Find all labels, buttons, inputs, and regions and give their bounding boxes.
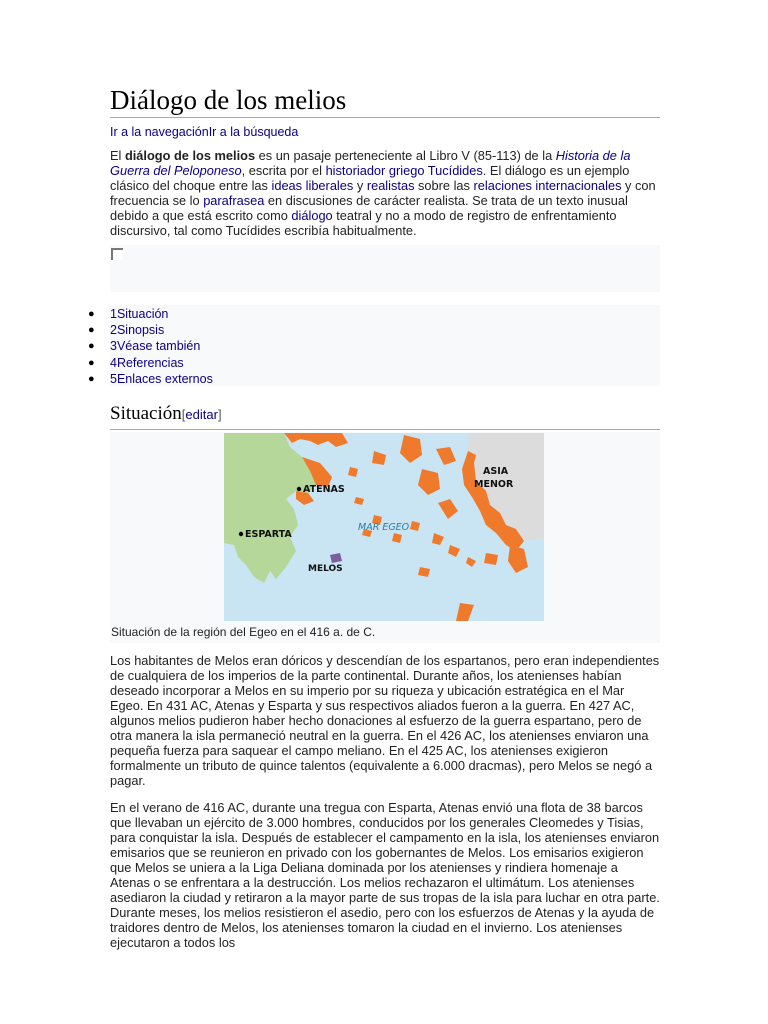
toc-label: Véase también [116,339,201,354]
intro-text: , escrita por el [241,163,326,178]
toc-box [110,245,660,292]
edit-section-link[interactable]: editar [185,407,218,422]
atenas-dot [297,487,301,491]
toc-number: 3 [110,339,117,354]
toc-link [110,323,164,337]
intro-text: es un pasaje perteneciente al Libro V (85-113) de la [255,148,556,163]
figure [110,432,660,643]
intro-text: y [353,178,367,193]
intro-text: en discusiones de carácter realista. Se trata de un texto inusual debido a que está escrito como [110,193,628,223]
figure-caption: Situación de la región del Egeo en el 416 a. de C. [111,625,376,639]
toc-item[interactable] [88,355,660,371]
article [88,84,660,950]
toc-link [110,372,213,386]
link-historia[interactable]: Historia de la Guerra del Peloponeso [110,148,631,178]
link-historiador[interactable]: historiador griego [325,163,425,178]
map-label-atenas: ATENAS [303,484,345,495]
toc-label: Situación [116,307,169,321]
island [484,553,498,565]
toc-label: Enlaces externos [116,371,213,386]
link-dialogo[interactable]: diálogo [291,208,333,223]
bullet-icon: ● [88,324,95,337]
link-realistas[interactable]: realistas [366,178,415,193]
toc-number: 5 [110,371,117,386]
toc-link [110,356,184,370]
toc-item[interactable] [88,338,660,354]
edit-section [182,407,222,422]
map-label-menor: MENOR [474,479,514,490]
toc-label: Sinopsis [116,323,165,338]
section-title: Situación [110,403,182,424]
intro-text: teatral y no a modo de registro de enfrentamiento discursivo, tal como Tucídides escribía habitualmente. [110,208,617,238]
intro-paragraph [110,148,660,238]
map-label-esparta: ESPARTA [245,529,292,540]
section-heading-situacion [110,402,660,430]
toc-number: 4 [110,355,117,370]
toc-item[interactable] [88,371,660,387]
toc-item[interactable] [88,322,660,338]
link-relaciones[interactable]: relaciones internacionales [473,178,622,193]
intro-text: y con frecuencia se lo [110,178,656,208]
body-paragraph-2: En el verano de 416 AC, durante una tregua con Esparta, Atenas envió una flota de 38 barcos que llevaban un ejército de 3.000 hombres, conducidos por los generales Cleomedes y Tisias, para conquistar la isla. Después de establecer el campamento en la isla, los atenienses enviaron emisarios que se reunieron en privado con los gobernantes de Melos. Los emisarios exigieron que Melos se uniera a la Liga Deliana dominada por los atenienses y rindiera homenaje a Atenas o se enfrentara a la destrucción. Los melios rechazaron el ultimátum. Los atenienses asediaron la ciudad y retiraron a la mayor parte de sus tropas de la isla para luchar en otra parte. Durante meses, los melios resistieron el asedio, pero con los esfuerzos de Atenas y la ayuda de traidores dentro de Melos, los atenienses tomaron la ciudad en el invierno. Los atenienses ejecutaron a todos los [110,800,660,950]
map-label-mar-egeo: MAR EGEO [358,522,410,533]
intro-text: sobre las [414,178,474,193]
toc-number: 1 [110,307,117,321]
link-parafrasea[interactable]: parafrasea [203,193,265,208]
edit-bracket: ] [217,407,222,422]
intro-text: . El diálogo es un ejemplo clásico del choque entre las [110,163,630,193]
bullet-icon: ● [88,356,95,369]
intro-text: El [110,148,125,163]
link-ideas-liberales[interactable]: ideas liberales [271,178,354,193]
bullet-icon: ● [88,372,95,385]
bullet-icon: ● [88,308,95,320]
jump-links [110,125,660,140]
toc-label: Referencias [116,355,184,370]
page-title: Diálogo de los melios [110,84,660,118]
intro-bold-term: diálogo de los melios [124,148,256,163]
link-tucidides[interactable]: Tucídides [427,163,483,178]
esparta-dot [239,532,243,536]
toc-toggle-checkbox[interactable] [111,248,123,260]
bullet-icon: ● [88,340,95,353]
toc-list [88,305,660,386]
body-paragraph-1: Los habitantes de Melos eran dóricos y descendían de los espartanos, pero eran independientes de cualquiera de los imperios de la parte continental. Durante años, los atenienses habían deseado incorporar a Melos en su imperio por su riqueza y ubicación estratégica en el Mar Egeo. En 431 AC, Atenas y Esparta y sus respectivos aliados fueron a la guerra. En 427 AC, algunos melios pudieron haber hecho donaciones al esfuerzo de la guerra espartano, pero de otra manera la isla permaneció neutral en la guerra. En el 426 AC, los atenienses enviaron una pequeña fuerza para saquear el campo meliano. En el 425 AC, los atenienses exigieron formalmente un tributo de quince talentos (equivalente a 6.000 dracmas), pero Melos se negó a pagar. [110,653,660,788]
map-label-melos: MELOS [308,564,343,574]
toc-number: 2 [110,323,117,338]
toc-link [110,339,200,353]
toc-link [110,307,168,321]
map-label-asia: ASIA [483,466,509,477]
jump-to-navigation-link[interactable]: Ir a la navegación [110,125,209,139]
jump-to-search-link[interactable]: Ir a la búsqueda [208,125,299,139]
edit-bracket: [ [181,407,186,422]
aegean-map-image[interactable] [224,433,544,621]
toc-item[interactable] [88,306,660,322]
